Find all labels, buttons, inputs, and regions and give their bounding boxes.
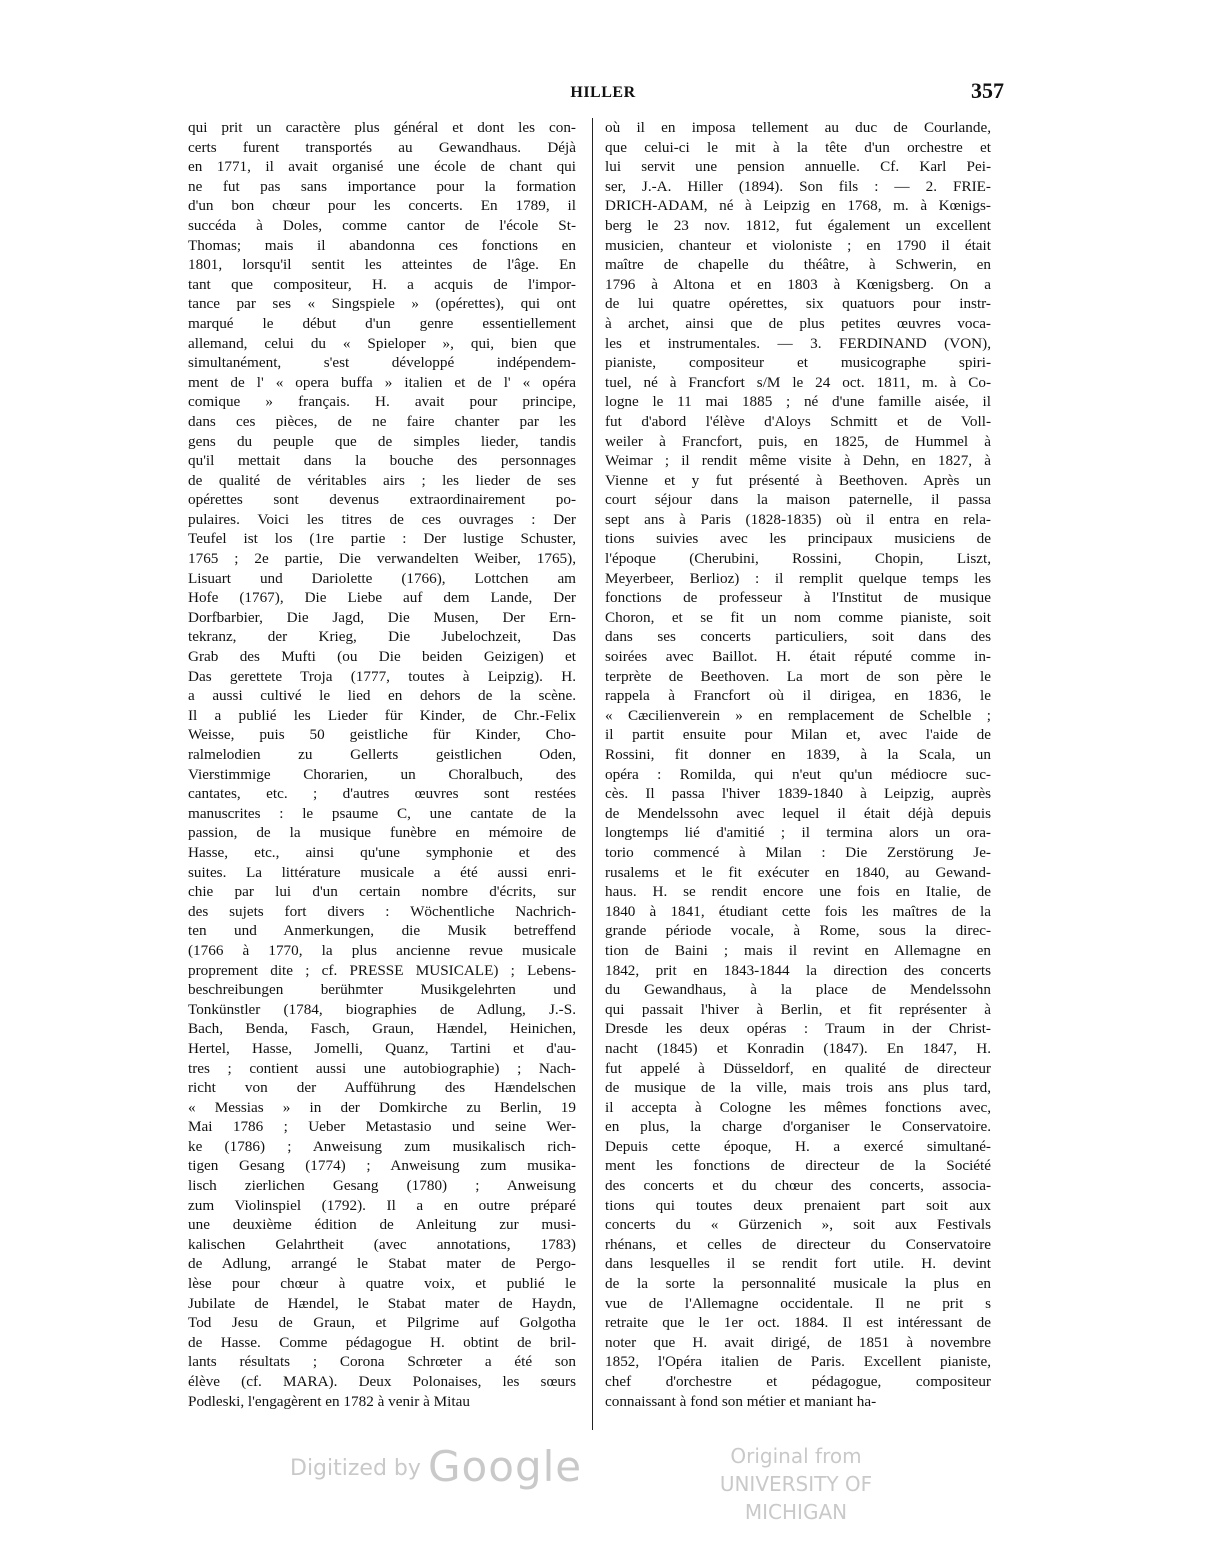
text-line: dans lesquelles il se rendit fort utile. H. devint	[605, 1255, 991, 1273]
text-line: (1766 à 1770, la plus ancienne revue musicale	[188, 941, 576, 959]
text-line: musicien, chanteur et violoniste ; en 1790 il était	[605, 236, 991, 254]
text-line: 1801, lorsqu'il sentit les atteintes de l'âge. En	[188, 256, 576, 274]
text-line: Weisse, puis 50 geistliche für Kinder, Cho-	[188, 726, 576, 744]
text-line: lui servit une pension annuelle. Cf. Karl Pei-	[605, 158, 991, 176]
text-line: 1765 ; 2e partie, Die verwandelten Weiber, 1765),	[188, 550, 576, 568]
text-line: qui passait l'hiver à Berlin, et fit représenter à	[605, 1000, 991, 1018]
text-line: Hofe (1767), Die Liebe auf dem Lande, Der	[188, 589, 576, 607]
text-line: à archet, ainsi que de plus petites œuvres voca-	[605, 314, 991, 332]
text-line: qui prit un caractère plus général et dont les con-	[188, 119, 576, 136]
text-line: 1842, prit en 1843-1844 la direction des concerts	[605, 961, 991, 979]
original-from-label: Original from	[730, 1444, 862, 1468]
text-line: richt von der Aufführung des Hændelschen	[188, 1079, 576, 1097]
digitized-by-google-watermark	[290, 1442, 583, 1492]
text-line: tance par ses « Singspiele » (opérettes), qui ont	[188, 295, 576, 313]
text-line: tres ; contient aussi une autobiographie) ; Nach-	[188, 1059, 576, 1077]
text-line: grande période vocale, à Rome, sous la direc-	[605, 922, 991, 940]
google-logo-text: Google	[428, 1442, 583, 1491]
text-line: tigen Gesang (1774) ; Anweisung zum musika-	[188, 1157, 576, 1175]
text-line: Teufel ist los (1re partie : Der lustige Schuster,	[188, 530, 576, 548]
text-line: fut d'abord l'élève d'Aloys Schmitt et de Voll-	[605, 412, 991, 430]
text-line: Bach, Benda, Fasch, Graun, Hændel, Heinichen,	[188, 1020, 576, 1038]
text-line: il accepta à Cologne les mêmes fonctions avec,	[605, 1098, 991, 1116]
text-line: beschreibungen berühmter Musikgelehrten und	[188, 981, 576, 999]
text-line: les et instrumentales. — 3. FERDINAND (VON),	[605, 334, 991, 352]
text-line: tions qui toutes deux prenaient part soit aux	[605, 1196, 991, 1214]
text-line: allemand, celui du « Spieloper », qui, bien que	[188, 334, 576, 352]
text-line: Meyerbeer, Berlioz) : il remplit quelque temps les	[605, 569, 991, 587]
text-line: où il en imposa tellement au duc de Courlande,	[605, 119, 991, 136]
text-line: kalischen Gelahrtheit (avec annotations, 1783)	[188, 1235, 576, 1253]
text-line: Depuis cette époque, H. a exercé simultané-	[605, 1137, 991, 1155]
text-line: cantates, etc. ; d'autres œuvres sont restées	[188, 785, 576, 803]
text-line: maître de chapelle du théâtre, à Schwerin, en	[605, 256, 991, 274]
text-line: court séjour dans la maison paternelle, il passa	[605, 491, 991, 509]
text-line: succéda à Doles, comme cantor de l'école St-	[188, 216, 576, 234]
text-line: noter que H. avait dirigé, de 1851 à novembre	[605, 1333, 991, 1351]
text-line: berg le 23 nov. 1812, fut également un excellent	[605, 216, 991, 234]
text-line: tuel, né à Francfort s/M le 24 oct. 1811, m. à Co-	[605, 373, 991, 391]
text-line: l'époque (Cherubini, Rossini, Chopin, Liszt,	[605, 550, 991, 568]
text-line: dans ses concerts particuliers, soit dans des	[605, 628, 991, 646]
text-line: Jubilate de Hændel, le Stabat mater de Haydn,	[188, 1294, 576, 1312]
text-line: retraite que le 1er oct. 1884. Il est intéressant de	[605, 1314, 991, 1332]
text-line: manuscrites : le psaume C, une cantate de la	[188, 804, 576, 822]
text-line: de la sorte la personnalité musicale la plus en	[605, 1275, 991, 1293]
text-line: dans ces pièces, de ne faire chanter par les	[188, 412, 576, 430]
text-line: qu'il mettait dans la bouche des personnages	[188, 452, 576, 470]
text-line: 1796 à Altona et en 1803 à Kœnigsberg. On a	[605, 275, 991, 293]
text-line: Dresde les deux opéras : Traum in der Christ-	[605, 1020, 991, 1038]
text-line: « Messias » in der Domkirche zu Berlin, 19	[188, 1098, 576, 1116]
text-line: simultanément, s'est développé indépendem-	[188, 354, 576, 372]
text-line: rusalems et le fit exécuter en 1840, au Gewand-	[605, 863, 991, 881]
text-line: Vienne et y fut présenté à Beethoven. Après un	[605, 471, 991, 489]
text-line: Il a publié les Lieder für Kinder, de Chr.-Felix	[188, 706, 576, 724]
text-line: de lui quatre opérettes, six quatuors pour instr-	[605, 295, 991, 313]
text-line: Rossini, fit donner en 1839, à la Scala, un	[605, 746, 991, 763]
text-line: une deuxième édition de Anleitung zur musi-	[188, 1216, 576, 1234]
text-line: Mai 1786 ; Ueber Metastasio und seine Wer-	[188, 1118, 576, 1136]
text-line: rhénans, et celles de directeur du Conservatoire	[605, 1235, 991, 1253]
text-line: opéra : Romilda, qui n'eut qu'un médiocre suc-	[605, 765, 991, 783]
text-line: tekranz, der Krieg, Die Jubelochzeit, Das	[188, 628, 576, 646]
text-line: lèse pour chœur à quatre voix, et publié le	[188, 1275, 576, 1293]
text-line: chie par lui d'un certain nombre d'écrits, sur	[188, 883, 576, 901]
text-line: lisch zierlichen Gesang (1780) ; Anweisung	[188, 1177, 576, 1195]
text-line: Vierstimmige Chorarien, un Choralbuch, des	[188, 765, 576, 783]
text-line: rappela à Francfort où il dirigea, en 1836, le	[605, 687, 991, 705]
column-divider	[592, 118, 593, 1430]
text-line: de qualité de véritables airs ; les lieder de ses	[188, 471, 576, 489]
text-line: ke (1786) ; Anweisung zum musikalisch rich-	[188, 1137, 576, 1155]
text-line: zum Violinspiel (1792). Il a en outre préparé	[188, 1196, 576, 1214]
text-line: Weimar ; il rendit même visite à Dehn, en 1827, à	[605, 452, 991, 470]
original-from-watermark	[666, 1442, 926, 1526]
text-line: Dorfbarbier, Die Jagd, Die Musen, Der Ern-	[188, 608, 576, 626]
text-line: Choron, et se fit un nom comme pianiste, soit	[605, 608, 991, 626]
text-line: pulaires. Voici les titres de ces ouvrages : Der	[188, 510, 576, 528]
text-line: Grab des Mufti (ou Die beiden Geizigen) et	[188, 648, 576, 666]
text-line: fonctions de professeur à l'Institut de musique	[605, 589, 991, 607]
text-line: haus. H. se rendit encore une fois en Italie, de	[605, 883, 991, 901]
text-line: ment les fonctions de directeur de la Société	[605, 1157, 991, 1175]
text-line: élève (cf. MARA). Deux Polonaises, les sœurs	[188, 1373, 576, 1390]
text-line: vue de l'Allemagne occidentale. Il ne prit s	[605, 1294, 991, 1312]
text-line: 1840 à 1841, étudiant cette fois les maîtres de la	[605, 902, 991, 920]
text-line: weiler à Francfort, puis, en 1825, de Hummel à	[605, 432, 991, 450]
text-line: tant que compositeur, H. a acquis de l'impor-	[188, 275, 576, 293]
text-line: tion de Baini ; mais il revint en Allemagne en	[605, 941, 991, 959]
text-line: pianiste, compositeur et musicographe spiri-	[605, 354, 991, 372]
text-line: Podleski, l'engagèrent en 1782 à venir à Mitau	[188, 1392, 470, 1410]
text-line: lants résultats ; Corona Schrœter a été son	[188, 1353, 576, 1371]
text-line: d'un bon chœur pour les concerts. En 1789, il	[188, 197, 576, 215]
text-line: il partit ensuite pour Milan et, avec l'aide de	[605, 726, 991, 744]
text-line: Tod Jesu de Graun, et Pilgrime auf Golgotha	[188, 1314, 576, 1332]
text-line: 1852, l'Opéra italien de Paris. Excellent pianiste,	[605, 1353, 991, 1371]
text-line: marqué le début d'un genre essentiellement	[188, 314, 576, 332]
text-line: Thomas; mais il abandonna ces fonctions en	[188, 236, 576, 254]
text-line: concerts du « Gürzenich », soit aux Festivals	[605, 1216, 991, 1234]
text-line: DRICH-ADAM, né à Leipzig en 1768, m. à Kœnigs-	[605, 197, 991, 215]
text-line: de Mendelssohn avec lequel il était déjà depuis	[605, 804, 991, 822]
text-line: sept ans à Paris (1828-1835) où il entra en rela-	[605, 510, 991, 528]
text-line: comique » français. H. avait pour principe,	[188, 393, 576, 411]
text-line: fut appelé à Düsseldorf, en qualité de directeur	[605, 1059, 991, 1077]
text-line: opérettes sont devenus extraordinairement po-	[188, 491, 576, 509]
text-line: en plus, la charge d'organiser le Conservatoire.	[605, 1118, 991, 1136]
text-line: tions suivies avec les principaux musiciens de	[605, 530, 991, 548]
text-line: ralmelodien zu Gellerts geistlichen Oden,	[188, 746, 576, 763]
text-line: chef d'orchestre et pédagogue, compositeur	[605, 1373, 991, 1390]
text-line: des concerts et du chœur des concerts, associa-	[605, 1177, 991, 1195]
left-text-column	[188, 118, 576, 1430]
digitized-by-label: Digitized by	[290, 1456, 421, 1481]
text-line: gens du peuple que de simples lieder, tandis	[188, 432, 576, 450]
text-line: de Adlung, arrangé le Stabat mater de Pergo-	[188, 1255, 576, 1273]
text-line: Hasse, etc., ainsi qu'une symphonie et des	[188, 843, 576, 861]
text-line: certs furent transportés au Gewandhaus. Déjà	[188, 138, 576, 156]
text-line: proprement dite ; cf. PRESSE MUSICALE) ; Lebens-	[188, 961, 576, 979]
text-line: ment de l' « opera buffa » italien et de l' « opéra	[188, 373, 576, 391]
right-text-column	[605, 118, 991, 1430]
text-line: a aussi cultivé le lied en dehors de la scène.	[188, 687, 576, 705]
text-line: Tonkünstler (1784, biographies de Adlung, J.-S.	[188, 1000, 576, 1018]
text-line: ne fut pas sans importance pour la formation	[188, 177, 576, 195]
page-number: 357	[971, 78, 1004, 103]
text-line: des sujets fort divers : Wöchentliche Nachrich-	[188, 902, 576, 920]
text-line: logne le 11 mai 1885 ; né d'une famille aisée, il	[605, 393, 991, 411]
text-line: de musique de la ville, mais trois ans plus tard,	[605, 1079, 991, 1097]
text-line: ser, J.-A. Hiller (1894). Son fils : — 2. FRIE-	[605, 177, 991, 195]
text-line: longtemps lié d'amitié ; il termina alors un ora-	[605, 824, 991, 842]
text-line: que celui-ci le mit à la tête d'un orchestre et	[605, 138, 991, 156]
text-line: cès. Il passa l'hiver 1839-1840 à Leipzig, auprès	[605, 785, 991, 803]
text-line: Lisuart und Dariolette (1766), Lottchen am	[188, 569, 576, 587]
text-line: torio commencé à Milan : Die Zerstörung Je-	[605, 843, 991, 861]
text-line: ten und Anmerkungen, die Musik betreffend	[188, 922, 576, 940]
text-line: passion, de la musique funèbre en mémoire de	[188, 824, 576, 842]
text-line: soirées avec Baillot. H. était réputé comme in-	[605, 648, 991, 666]
running-header-title: HILLER	[570, 84, 636, 101]
text-line: Hertel, Hasse, Jomelli, Quanz, Tartini et d'au-	[188, 1039, 576, 1057]
text-line: suites. La littérature musicale a été aussi enri-	[188, 863, 576, 881]
university-label: UNIVERSITY OF MICHIGAN	[719, 1472, 873, 1524]
text-line: nacht (1845) et Konradin (1847). En 1847, H.	[605, 1039, 991, 1057]
text-line: connaissant à fond son métier et maniant ha-	[605, 1392, 877, 1410]
text-line: de Hasse. Comme pédagogue H. obtint de bril-	[188, 1333, 576, 1351]
text-line: terprète de Beethoven. La mort de son père le	[605, 667, 991, 685]
text-line: « Cæcilienverein » en remplacement de Schelble ;	[605, 706, 991, 724]
text-line: en 1771, il avait organisé une école de chant qui	[188, 158, 576, 176]
text-line: du Gewandhaus, à la place de Mendelssohn	[605, 981, 991, 999]
text-line: Das gerettete Troja (1777, toutes à Leipzig). H.	[188, 667, 576, 685]
